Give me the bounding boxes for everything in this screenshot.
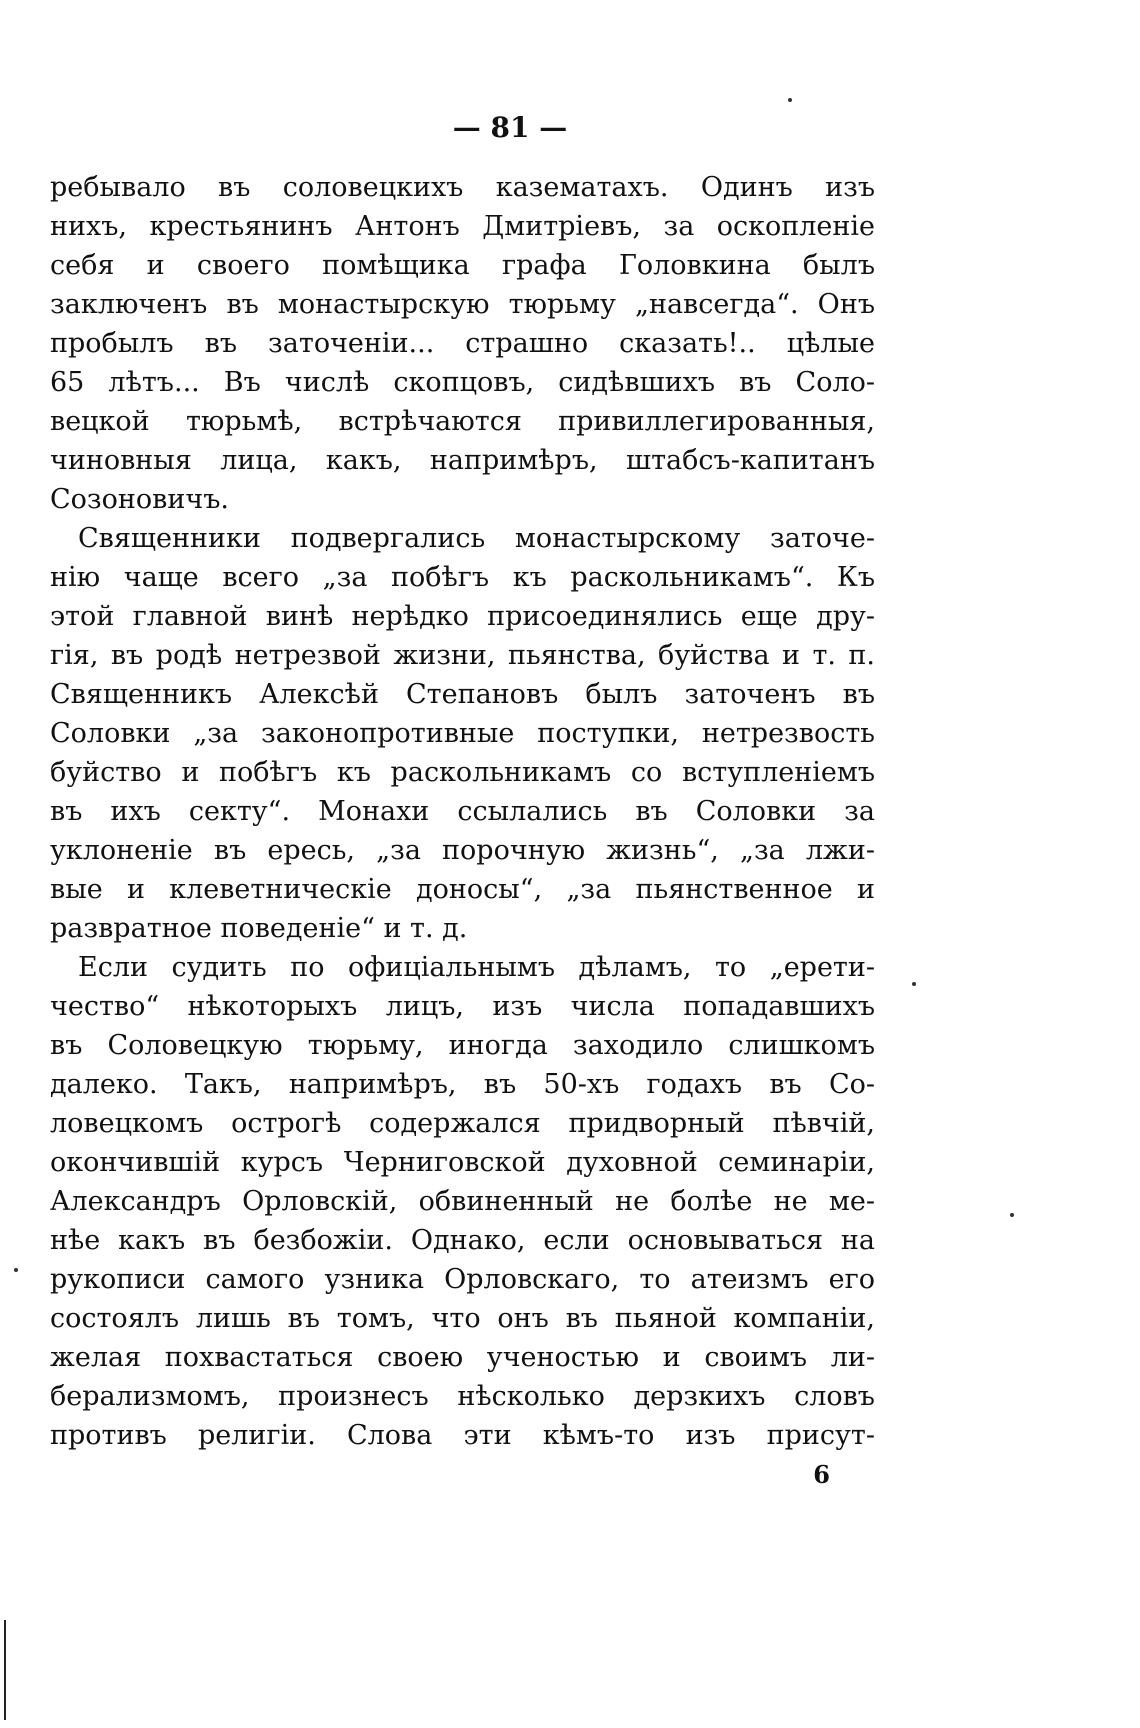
scan-speck [14, 1268, 18, 1272]
text-line: въ ихъ секту“. Монахи ссылались въ Соловки за [50, 796, 875, 827]
text-line: противъ религіи. Слова эти кѣмъ-то изъ присут- [50, 1420, 875, 1451]
text-line: окончившій курсъ Черниговской духовной семинаріи, [50, 1147, 875, 1178]
text-line: чество“ нѣкоторыхъ лицъ, изъ числа попадавшихъ [50, 991, 875, 1022]
text-line: себя и своего помѣщика графа Головкина былъ [50, 250, 875, 281]
text-line: буйство и побѣгъ къ раскольникамъ со вступленіемъ [50, 757, 875, 788]
scan-speck [1010, 1213, 1014, 1217]
text-line: Александръ Орловскій, обвиненный не болѣе не ме- [50, 1186, 875, 1217]
text-line: желая похвастаться своею ученостью и своимъ ли- [50, 1342, 875, 1373]
text-line: Созоновичъ. [50, 484, 229, 515]
paragraph-first-line: Если судить по офиціальнымъ дѣламъ, то „ерети- [78, 952, 875, 983]
text-line: ловецкомъ острогѣ содержался придворный пѣвчій, [50, 1108, 875, 1139]
text-line: уклоненіе въ ересь, „за порочную жизнь“, „за лжи- [50, 835, 875, 866]
text-line: чиновныя лица, какъ, напримѣръ, штабсъ-капитанъ [50, 445, 875, 476]
page-number: — 81 — [452, 111, 568, 144]
text-line: берализмомъ, произнесъ нѣсколько дерзкихъ словъ [50, 1381, 875, 1412]
text-line: пробылъ въ заточеніи... страшно сказать!.. цѣлые [50, 328, 875, 359]
scan-speck [788, 98, 792, 102]
text-line: въ Соловецкую тюрьму, иногда заходило слишкомъ [50, 1030, 875, 1061]
text-line: Священникъ Алексѣй Степановъ былъ заточенъ въ [50, 679, 875, 710]
text-line: рукописи самого узника Орловскаго, то атеизмъ его [50, 1264, 875, 1295]
text-line: вые и клеветническіе доносы“, „за пьянственное и [50, 874, 875, 905]
paragraph-first-line: Священники подвергались монастырскому заточе- [78, 523, 875, 554]
text-line: Соловки „за законопротивные поступки, нетрезвость [50, 718, 875, 749]
signature-mark: 6 [813, 1460, 830, 1489]
text-line: нѣе какъ въ безбожіи. Однако, если основываться на [50, 1225, 875, 1256]
text-line: нихъ, крестьянинъ Антонъ Дмитріевъ, за оскопленіе [50, 211, 875, 242]
scan-speck [912, 982, 916, 986]
text-line: ребывало въ соловецкихъ казематахъ. Одинъ изъ [50, 172, 875, 203]
text-line: состоялъ лишь въ томъ, что онъ въ пьяной компаніи, [50, 1303, 875, 1334]
body-text [50, 168, 875, 1494]
text-line: гія, въ родѣ нетрезвой жизни, пьянства, буйства и т. п. [50, 640, 875, 671]
text-line: далеко. Такъ, напримѣръ, въ 50-хъ годахъ въ Со- [50, 1069, 875, 1100]
text-line: 65 лѣтъ... Въ числѣ скопцовъ, сидѣвшихъ въ Соло- [50, 367, 875, 398]
scan-edge-mark [4, 1620, 6, 1720]
text-line: нію чаще всего „за побѣгъ къ раскольникамъ“. Къ [50, 562, 875, 593]
text-line: заключенъ въ монастырскую тюрьму „навсегда“. Онъ [50, 289, 875, 320]
text-line: развратное поведеніе“ и т. д. [50, 913, 468, 944]
text-line: этой главной винѣ нерѣдко присоединялись еще дру- [50, 601, 875, 632]
text-line: вецкой тюрьмѣ, встрѣчаются привиллегированныя, [50, 406, 875, 437]
